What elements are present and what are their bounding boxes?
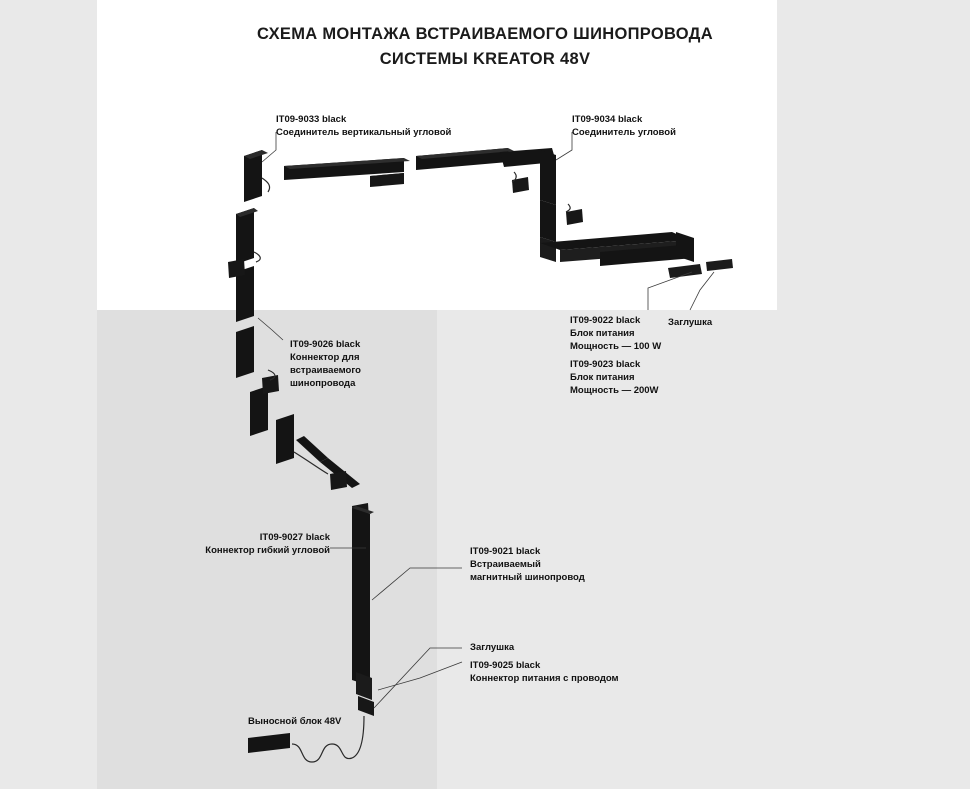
track-ceiling-run (244, 148, 733, 278)
label-plug-bottom (470, 641, 514, 654)
label-desc: Соединитель вертикальный угловой (276, 127, 452, 139)
label-code: IT09-9026 black (290, 339, 361, 350)
label-code: IT09-9022 black (570, 315, 641, 326)
track-vertical-main (352, 506, 374, 716)
label-desc: Соединитель угловой (572, 127, 676, 139)
label-it09-9023 (570, 358, 659, 397)
label-code: IT09-9033 black (276, 114, 347, 125)
label-plug-top (668, 316, 712, 329)
label-code: IT09-9025 black (470, 660, 541, 671)
label-desc: Коннектор гибкий угловой (205, 545, 330, 557)
remote-psu-block (248, 733, 290, 753)
label-code: IT09-9023 black (570, 359, 641, 370)
label-remote-psu (248, 715, 341, 728)
label-it09-9027 (190, 531, 330, 557)
label-it09-9021 (470, 545, 585, 584)
label-desc: Заглушка (470, 642, 515, 653)
label-desc: Коннектор питания с проводом (470, 673, 619, 685)
label-code: IT09-9034 black (572, 114, 643, 125)
label-code: IT09-9027 black (259, 532, 330, 543)
title-line-2: СИСТЕМЫ KREATOR 48V (379, 49, 591, 68)
label-desc: Выносной блок 48V (248, 716, 342, 727)
label-desc-1: Встраиваемый (470, 559, 541, 571)
label-desc: Заглушка (668, 317, 713, 328)
label-it09-9026 (290, 338, 361, 390)
label-desc-2: магнитный шинопровод (470, 572, 585, 584)
callout-lines (258, 132, 714, 708)
label-it09-9034 (572, 113, 676, 139)
title-line-1: СХЕМА МОНТАЖА ВСТРАИВАЕМОГО ШИНОПРОВОДА (257, 25, 713, 43)
label-desc-1: Блок питания (570, 372, 635, 384)
label-desc-1: Коннектор для (290, 352, 360, 364)
label-desc-2: встраиваемого (290, 365, 361, 377)
label-it09-9022 (570, 314, 661, 353)
label-desc-2: Мощность — 100 W (570, 341, 662, 353)
label-it09-9025 (470, 659, 619, 685)
label-it09-9033 (276, 113, 451, 139)
label-desc-2: Мощность — 200W (570, 385, 659, 397)
label-desc-3: шинопровода (290, 378, 356, 390)
label-desc-1: Блок питания (570, 328, 635, 340)
label-code: IT09-9021 black (470, 546, 541, 557)
